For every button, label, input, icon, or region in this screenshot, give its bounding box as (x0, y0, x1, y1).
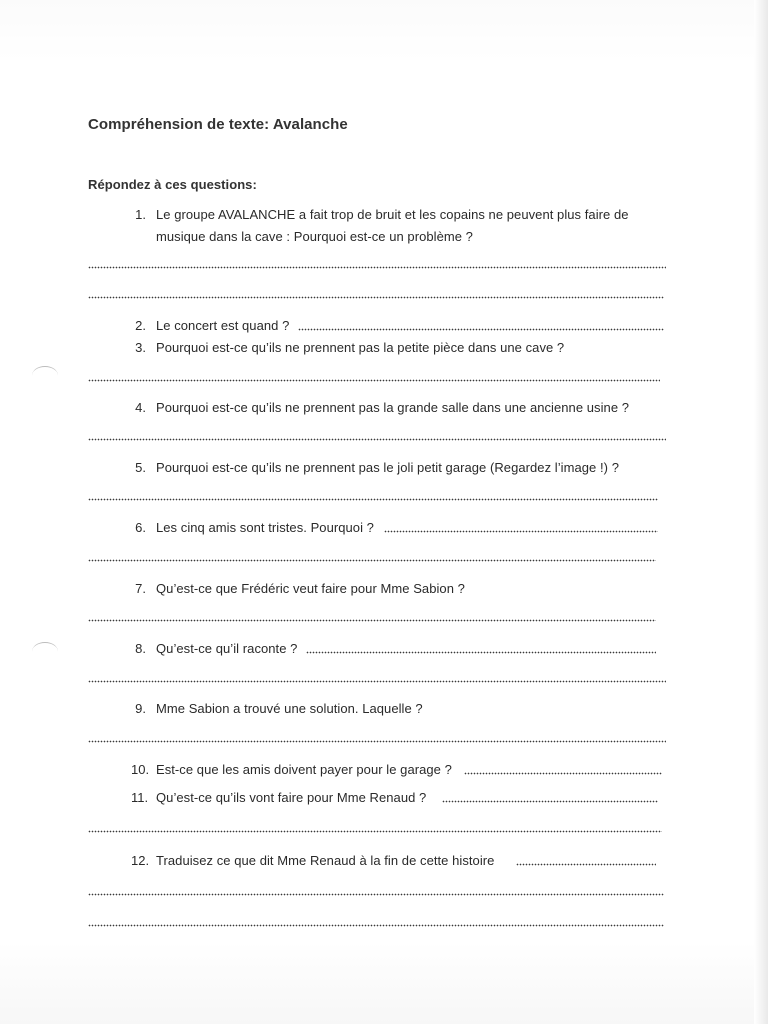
question-number: 6. (135, 520, 146, 535)
question-number: 11. (131, 790, 149, 805)
answer-line[interactable] (88, 830, 662, 833)
answer-line[interactable] (88, 498, 658, 501)
question-text: Qu’est-ce qu’ils vont faire pour Mme Renaud ? (156, 790, 427, 805)
answer-line[interactable] (384, 530, 658, 533)
question-text: Pourquoi est-ce qu’ils ne prennent pas le joli petit garage (Regardez l’image !) ? (156, 460, 619, 475)
punch-hole-mark (32, 366, 58, 385)
answer-line[interactable] (298, 328, 664, 331)
answer-line[interactable] (88, 296, 664, 299)
question-text: Qu’est-ce qu’il raconte ? (156, 641, 298, 656)
question-text: Le concert est quand ? (156, 318, 290, 333)
question-text: Pourquoi est-ce qu’ils ne prennent pas la grande salle dans une ancienne usine ? (156, 400, 630, 415)
question-text: Est-ce que les amis doivent payer pour le garage ? (156, 762, 452, 777)
question-number: 3. (135, 340, 146, 355)
question-text: Mme Sabion a trouvé une solution. Laquelle ? (156, 701, 423, 716)
question-number: 1. (135, 207, 146, 222)
answer-line[interactable] (88, 379, 660, 382)
worksheet-title: Compréhension de texte: Avalanche (88, 116, 348, 133)
answer-line[interactable] (88, 924, 664, 927)
question-number: 8. (135, 641, 146, 656)
answer-line[interactable] (306, 651, 656, 654)
answer-line[interactable] (464, 772, 662, 775)
question-text: Pourquoi est-ce qu’ils ne prennent pas la petite pièce dans une cave ? (156, 340, 565, 355)
answer-line[interactable] (516, 863, 656, 866)
question-number: 9. (135, 701, 146, 716)
answer-line[interactable] (88, 438, 666, 441)
question-number: 5. (135, 460, 146, 475)
question-text: Traduisez ce que dit Mme Renaud à la fin de cette histoire (156, 853, 495, 868)
question-number: 7. (135, 581, 146, 596)
instructions-heading: Répondez à ces questions: (88, 177, 257, 192)
answer-line[interactable] (88, 893, 664, 896)
question-number: 4. (135, 400, 146, 415)
question-text-continued: musique dans la cave : Pourquoi est-ce un problème ? (156, 229, 473, 244)
question-text: Qu’est-ce que Frédéric veut faire pour Mme Sabion ? (156, 581, 465, 596)
answer-line[interactable] (88, 619, 656, 622)
question-number: 10. (131, 762, 150, 777)
punch-hole-mark (32, 642, 58, 661)
answer-line[interactable] (88, 740, 666, 743)
answer-line[interactable] (88, 559, 656, 562)
question-text: Le groupe AVALANCHE a fait trop de bruit et les copains ne peuvent plus faire de (156, 207, 629, 222)
answer-line[interactable] (442, 800, 658, 803)
answer-line[interactable] (88, 680, 666, 683)
question-number: 12. (131, 853, 150, 868)
paper-edge-shadow (754, 0, 768, 1024)
question-number: 2. (135, 318, 146, 333)
answer-line[interactable] (88, 266, 666, 269)
question-text: Les cinq amis sont tristes. Pourquoi ? (156, 520, 374, 535)
